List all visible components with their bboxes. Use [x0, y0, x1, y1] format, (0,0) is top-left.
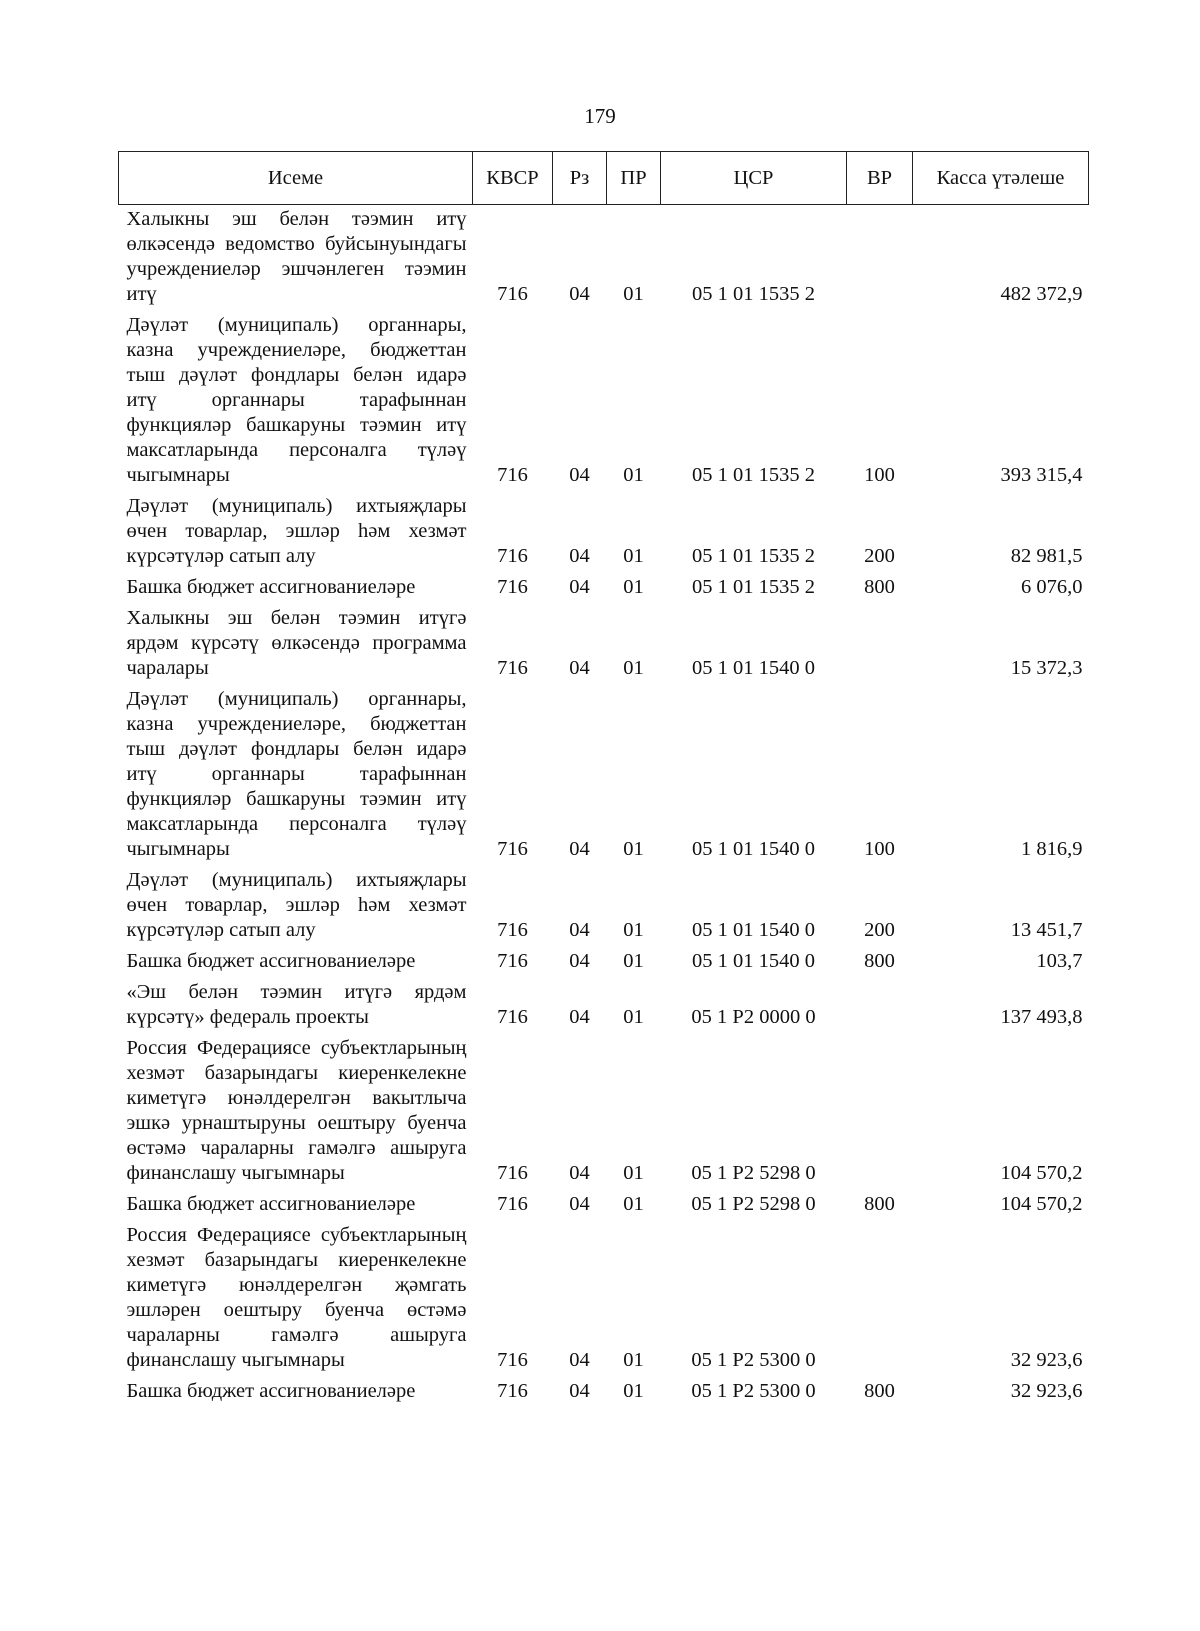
table-row — [119, 866, 1089, 947]
table-row — [119, 947, 1089, 978]
row-csr: 05 1 01 1540 0 — [692, 919, 815, 941]
header-vr: ВР — [847, 152, 913, 205]
row-csr: 05 1 P2 5298 0 — [691, 1162, 816, 1184]
row-vr: 100 — [864, 464, 895, 486]
header-row — [119, 152, 1089, 205]
row-csr: 05 1 01 1540 0 — [692, 950, 815, 972]
row-rz: 04 — [569, 919, 590, 941]
row-amount: 32 923,6 — [1010, 1380, 1083, 1402]
row-pr: 01 — [623, 1380, 644, 1402]
table-row — [119, 1221, 1089, 1377]
row-name: «Эш белән тәэмин итүгә ярдәм күрсәтү» федераль проекты — [126, 981, 467, 1028]
row-kvsr: 716 — [497, 919, 528, 941]
row-rz: 04 — [569, 1006, 590, 1028]
row-pr: 01 — [623, 576, 644, 598]
row-amount: 1 816,9 — [1021, 838, 1083, 860]
row-amount: 393 315,4 — [1000, 464, 1083, 486]
budget-table — [118, 151, 1089, 1408]
row-kvsr: 716 — [497, 1006, 528, 1028]
row-rz: 04 — [569, 1193, 590, 1215]
row-name: Дәүләт (муниципаль) ихтыяҗлары өчен товарлар, эшләр һәм хезмәт күрсәтүләр сатып алу — [126, 869, 467, 941]
row-csr: 05 1 01 1540 0 — [692, 838, 815, 860]
row-kvsr: 716 — [497, 1380, 528, 1402]
page-number: 179 — [584, 104, 616, 128]
row-vr — [847, 978, 913, 1034]
row-amount: 482 372,9 — [1000, 283, 1083, 305]
row-kvsr: 716 — [497, 283, 528, 305]
row-amount: 6 076,0 — [1021, 576, 1083, 598]
row-csr: 05 1 01 1535 2 — [692, 545, 815, 567]
row-name: Башка бюджет ассигнованиеләре — [126, 1193, 416, 1215]
row-name: Дәүләт (муниципаль) органнары, казна учреждениеләре, бюджеттан тыш дәүләт фондлары белән идарә итү органнары тарафыннан функцияләр башкаруны тәэмин итү максатларында персоналга түләү чыгымнары — [126, 688, 467, 860]
row-rz: 04 — [569, 545, 590, 567]
row-csr: 05 1 P2 0000 0 — [691, 1006, 816, 1028]
row-csr: 05 1 P2 5300 0 — [691, 1380, 816, 1402]
row-amount: 15 372,3 — [1010, 657, 1083, 679]
row-vr: 200 — [864, 919, 895, 941]
header-pr: ПР — [607, 152, 661, 205]
row-vr: 800 — [864, 576, 895, 598]
table-body — [119, 205, 1089, 1409]
row-pr: 01 — [623, 950, 644, 972]
table-row — [119, 1377, 1089, 1408]
row-vr: 800 — [864, 1193, 895, 1215]
row-kvsr: 716 — [497, 1193, 528, 1215]
row-amount: 104 570,2 — [1000, 1162, 1083, 1184]
row-vr: 800 — [864, 950, 895, 972]
row-amount: 137 493,8 — [1000, 1006, 1083, 1028]
row-vr: 100 — [864, 838, 895, 860]
row-rz: 04 — [569, 950, 590, 972]
row-name: Дәүләт (муниципаль) ихтыяҗлары өчен товарлар, эшләр һәм хезмәт күрсәтүләр сатып алу — [126, 495, 467, 567]
header-amount: Касса үтәлеше — [913, 152, 1089, 205]
row-amount: 82 981,5 — [1010, 545, 1083, 567]
row-rz: 04 — [569, 283, 590, 305]
row-rz: 04 — [569, 576, 590, 598]
table-row — [119, 311, 1089, 492]
row-csr: 05 1 P2 5298 0 — [691, 1193, 816, 1215]
row-name: Дәүләт (муниципаль) органнары, казна учреждениеләре, бюджеттан тыш дәүләт фондлары белән идарә итү органнары тарафыннан функцияләр башкаруны тәэмин итү максатларында персоналга түләү чыгымнары — [126, 314, 467, 486]
header-kvsr: КВСР — [473, 152, 553, 205]
row-amount: 13 451,7 — [1010, 919, 1083, 941]
row-csr: 05 1 P2 5300 0 — [691, 1349, 816, 1371]
row-kvsr: 716 — [497, 576, 528, 598]
row-pr: 01 — [623, 1193, 644, 1215]
row-vr — [847, 1221, 913, 1377]
row-vr — [847, 1034, 913, 1190]
row-csr: 05 1 01 1535 2 — [692, 464, 815, 486]
row-kvsr: 716 — [497, 1349, 528, 1371]
table-row — [119, 205, 1089, 312]
row-name: Россия Федерациясе субъектларының хезмәт базарындагы киеренкелекне киметүгә юнәлдерелгән җәмгать эшләрен оештыру буенча өстәмә чараларны гамәлгә ашыруга финанслашу чыгымнары — [126, 1224, 467, 1371]
row-name: Халыкны эш белән тәэмин итү өлкәсендә ведомство буйсынуындагы учреждениеләр эшчәнлеген тәэмин итү — [126, 208, 467, 305]
row-pr: 01 — [623, 838, 644, 860]
table-row — [119, 1034, 1089, 1190]
row-vr — [847, 604, 913, 685]
row-rz: 04 — [569, 838, 590, 860]
row-pr: 01 — [623, 1349, 644, 1371]
table-row — [119, 685, 1089, 866]
row-amount: 103,7 — [1036, 950, 1083, 972]
row-pr: 01 — [623, 545, 644, 567]
row-vr — [847, 205, 913, 312]
row-kvsr: 716 — [497, 838, 528, 860]
row-csr: 05 1 01 1535 2 — [692, 283, 815, 305]
row-pr: 01 — [623, 919, 644, 941]
row-amount: 104 570,2 — [1000, 1193, 1083, 1215]
table-header — [119, 152, 1089, 205]
row-kvsr: 716 — [497, 464, 528, 486]
row-pr: 01 — [623, 464, 644, 486]
row-rz: 04 — [569, 1349, 590, 1371]
row-csr: 05 1 01 1535 2 — [692, 576, 815, 598]
table-row — [119, 1190, 1089, 1221]
row-pr: 01 — [623, 283, 644, 305]
row-rz: 04 — [569, 1380, 590, 1402]
row-pr: 01 — [623, 657, 644, 679]
table-row — [119, 604, 1089, 685]
row-rz: 04 — [569, 1162, 590, 1184]
row-name: Халыкны эш белән тәэмин итүгә ярдәм күрсәтү өлкәсендә программа чаралары — [126, 607, 467, 679]
table-row — [119, 978, 1089, 1034]
header-rz: Рз — [553, 152, 607, 205]
row-name: Башка бюджет ассигнованиеләре — [126, 950, 416, 972]
row-name: Башка бюджет ассигнованиеләре — [126, 576, 416, 598]
row-name: Россия Федерациясе субъектларының хезмәт базарындагы киеренкелекне киметүгә юнәлдерелгән вакытлыча эшкә урнаштыруны оештыру буенча өстәмә чараларны гамәлгә ашыруга финанслашу чыгымнары — [126, 1037, 467, 1184]
row-pr: 01 — [623, 1162, 644, 1184]
table-row — [119, 492, 1089, 573]
row-vr: 200 — [864, 545, 895, 567]
row-vr: 800 — [864, 1380, 895, 1402]
row-csr: 05 1 01 1540 0 — [692, 657, 815, 679]
row-name: Башка бюджет ассигнованиеләре — [126, 1380, 416, 1402]
table-row — [119, 573, 1089, 604]
header-name: Исеме — [119, 152, 473, 205]
row-kvsr: 716 — [497, 657, 528, 679]
header-csr: ЦСР — [661, 152, 847, 205]
row-rz: 04 — [569, 657, 590, 679]
row-pr: 01 — [623, 1006, 644, 1028]
row-kvsr: 716 — [497, 1162, 528, 1184]
row-rz: 04 — [569, 464, 590, 486]
row-kvsr: 716 — [497, 545, 528, 567]
row-amount: 32 923,6 — [1010, 1349, 1083, 1371]
row-kvsr: 716 — [497, 950, 528, 972]
